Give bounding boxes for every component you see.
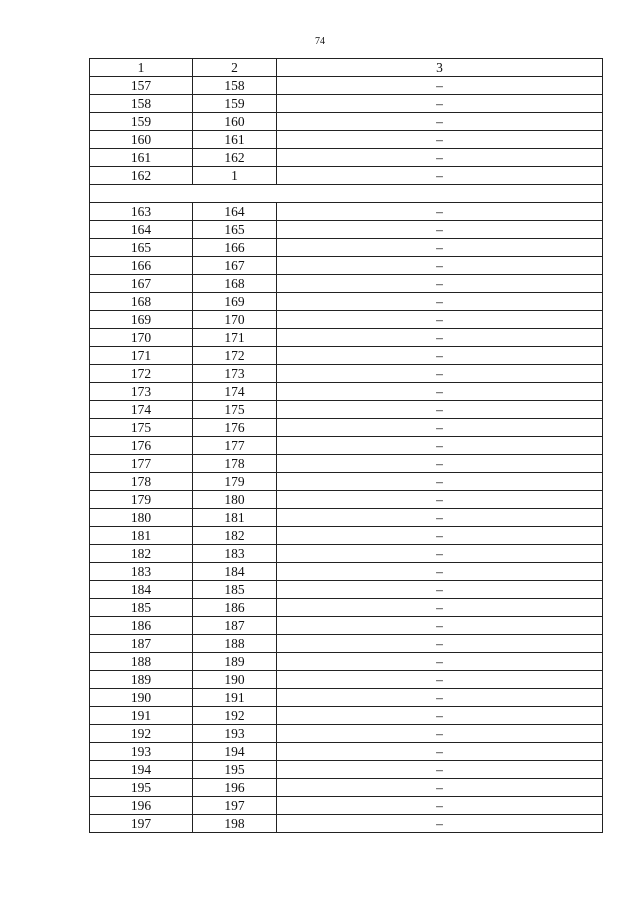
- table-row: [90, 509, 603, 527]
- column-header-1: 1: [90, 59, 193, 77]
- table-row: [90, 779, 603, 797]
- table-cell-col2: 196: [193, 779, 277, 797]
- table-cell-col2: 170: [193, 311, 277, 329]
- table-cell-col1: 167: [90, 275, 193, 293]
- table-cell-col1: 184: [90, 581, 193, 599]
- table-row: [90, 419, 603, 437]
- table-row: [90, 113, 603, 131]
- table-cell-col1: 159: [90, 113, 193, 131]
- table-cell-col1: 179: [90, 491, 193, 509]
- table-cell-col1: 160: [90, 131, 193, 149]
- table-cell-col1: 171: [90, 347, 193, 365]
- table-row: [90, 707, 603, 725]
- table-cell-col2: 167: [193, 257, 277, 275]
- table-cell-col2: 189: [193, 653, 277, 671]
- table-cell-col1: 157: [90, 77, 193, 95]
- table-cell-col3: –: [277, 581, 603, 599]
- table-row: [90, 401, 603, 419]
- table-row: [90, 365, 603, 383]
- table-cell-col3: –: [277, 383, 603, 401]
- data-table: [89, 58, 603, 833]
- table-row: [90, 635, 603, 653]
- column-header-3: 3: [277, 59, 603, 77]
- table-cell-col3: –: [277, 203, 603, 221]
- table-cell-col3: –: [277, 329, 603, 347]
- table-cell-col2: 193: [193, 725, 277, 743]
- column-header-2: 2: [193, 59, 277, 77]
- table-cell-col3: –: [277, 509, 603, 527]
- table-row: [90, 167, 603, 185]
- table-row: [90, 293, 603, 311]
- table-row: [90, 473, 603, 491]
- table-cell-col3: –: [277, 563, 603, 581]
- table-cell-col2: 198: [193, 815, 277, 833]
- table-cell-col1: 166: [90, 257, 193, 275]
- table-cell-col3: –: [277, 725, 603, 743]
- table-cell-col3: –: [277, 455, 603, 473]
- table-cell-col2: 175: [193, 401, 277, 419]
- table-cell-col3: –: [277, 653, 603, 671]
- table-row: [90, 311, 603, 329]
- table-cell-col2: 179: [193, 473, 277, 491]
- table-cell-col2: 176: [193, 419, 277, 437]
- table-row: [90, 491, 603, 509]
- table-cell-col2: 162: [193, 149, 277, 167]
- table-cell-col3: –: [277, 797, 603, 815]
- table-cell-col2: 168: [193, 275, 277, 293]
- table-row: [90, 455, 603, 473]
- table-cell-col1: 158: [90, 95, 193, 113]
- table-cell-col2: 172: [193, 347, 277, 365]
- table-row: [90, 815, 603, 833]
- table-row: [90, 329, 603, 347]
- table-cell-col2: 159: [193, 95, 277, 113]
- table-row: [90, 275, 603, 293]
- table-cell-col3: –: [277, 437, 603, 455]
- table-row: [90, 599, 603, 617]
- table-row: [90, 671, 603, 689]
- table-cell-col1: 190: [90, 689, 193, 707]
- table-row: [90, 527, 603, 545]
- table-cell-col3: –: [277, 311, 603, 329]
- table-row: [90, 545, 603, 563]
- table-cell-col3: –: [277, 401, 603, 419]
- table-cell-col1: 192: [90, 725, 193, 743]
- table-row: [90, 437, 603, 455]
- table-row: [90, 797, 603, 815]
- table-cell-col3: –: [277, 419, 603, 437]
- table-cell-col1: 185: [90, 599, 193, 617]
- table-cell-col1: 182: [90, 545, 193, 563]
- table-cell-col1: 161: [90, 149, 193, 167]
- table-cell-col3: –: [277, 743, 603, 761]
- table-cell-col1: 164: [90, 221, 193, 239]
- table-cell-col2: 183: [193, 545, 277, 563]
- table-row: [90, 725, 603, 743]
- table-cell-col2: 158: [193, 77, 277, 95]
- table-row: [90, 617, 603, 635]
- table-row: [90, 743, 603, 761]
- table-cell-col2: 197: [193, 797, 277, 815]
- table-cell-col2: 1: [193, 167, 277, 185]
- page-number: 74: [315, 36, 325, 47]
- table-cell-col3: –: [277, 761, 603, 779]
- table-cell-col3: –: [277, 635, 603, 653]
- table-cell-col1: 169: [90, 311, 193, 329]
- table-cell-col1: 170: [90, 329, 193, 347]
- table-cell-col1: 197: [90, 815, 193, 833]
- section-divider-row: [90, 185, 603, 203]
- table-cell-col3: –: [277, 167, 603, 185]
- table-row: [90, 347, 603, 365]
- table-cell-col2: 185: [193, 581, 277, 599]
- table-row: [90, 221, 603, 239]
- table-cell-col3: –: [277, 707, 603, 725]
- empty-cell: [90, 185, 603, 203]
- table-cell-col3: –: [277, 473, 603, 491]
- table-row: [90, 239, 603, 257]
- table-cell-col2: 180: [193, 491, 277, 509]
- table-cell-col2: 161: [193, 131, 277, 149]
- table-cell-col1: 180: [90, 509, 193, 527]
- table-cell-col3: –: [277, 527, 603, 545]
- table-cell-col2: 186: [193, 599, 277, 617]
- table-cell-col2: 173: [193, 365, 277, 383]
- table-cell-col1: 174: [90, 401, 193, 419]
- table-cell-col2: 188: [193, 635, 277, 653]
- table-row: [90, 383, 603, 401]
- table-row: [90, 149, 603, 167]
- table-cell-col1: 172: [90, 365, 193, 383]
- table-cell-col2: 182: [193, 527, 277, 545]
- table-cell-col1: 176: [90, 437, 193, 455]
- table-cell-col2: 169: [193, 293, 277, 311]
- table-cell-col3: –: [277, 221, 603, 239]
- table-cell-col1: 178: [90, 473, 193, 491]
- table-cell-col2: 178: [193, 455, 277, 473]
- table-cell-col1: 191: [90, 707, 193, 725]
- table-cell-col1: 177: [90, 455, 193, 473]
- table-cell-col3: –: [277, 239, 603, 257]
- table-cell-col2: 195: [193, 761, 277, 779]
- table-cell-col3: –: [277, 347, 603, 365]
- table-row: [90, 563, 603, 581]
- table-cell-col1: 187: [90, 635, 193, 653]
- table-cell-col3: –: [277, 95, 603, 113]
- table-cell-col3: –: [277, 599, 603, 617]
- table-cell-col2: 187: [193, 617, 277, 635]
- table-cell-col3: –: [277, 671, 603, 689]
- table-cell-col1: 188: [90, 653, 193, 671]
- table-cell-col2: 190: [193, 671, 277, 689]
- table-row: [90, 257, 603, 275]
- table-cell-col1: 194: [90, 761, 193, 779]
- table-cell-col2: 194: [193, 743, 277, 761]
- table-cell-col1: 183: [90, 563, 193, 581]
- table-header: [90, 59, 603, 77]
- table-body: [90, 77, 603, 833]
- table-cell-col1: 196: [90, 797, 193, 815]
- table-cell-col2: 166: [193, 239, 277, 257]
- table-cell-col1: 189: [90, 671, 193, 689]
- header-row: [90, 59, 603, 77]
- table-cell-col2: 164: [193, 203, 277, 221]
- table-cell-col3: –: [277, 545, 603, 563]
- table-cell-col1: 165: [90, 239, 193, 257]
- table-cell-col3: –: [277, 257, 603, 275]
- table-cell-col1: 193: [90, 743, 193, 761]
- table-cell-col2: 165: [193, 221, 277, 239]
- table-row: [90, 131, 603, 149]
- table-cell-col3: –: [277, 779, 603, 797]
- table-cell-col1: 186: [90, 617, 193, 635]
- table-cell-col1: 175: [90, 419, 193, 437]
- table-cell-col2: 160: [193, 113, 277, 131]
- table-cell-col1: 173: [90, 383, 193, 401]
- table-cell-col3: –: [277, 113, 603, 131]
- table-cell-col1: 163: [90, 203, 193, 221]
- table-cell-col3: –: [277, 491, 603, 509]
- table-cell-col1: 181: [90, 527, 193, 545]
- table-cell-col1: 162: [90, 167, 193, 185]
- table-row: [90, 77, 603, 95]
- table-cell-col2: 174: [193, 383, 277, 401]
- table-cell-col3: –: [277, 293, 603, 311]
- table-row: [90, 203, 603, 221]
- table-cell-col1: 168: [90, 293, 193, 311]
- table-cell-col3: –: [277, 617, 603, 635]
- table-cell-col2: 177: [193, 437, 277, 455]
- table-cell-col3: –: [277, 149, 603, 167]
- table-cell-col3: –: [277, 815, 603, 833]
- table-cell-col3: –: [277, 275, 603, 293]
- table-cell-col2: 171: [193, 329, 277, 347]
- table-cell-col2: 181: [193, 509, 277, 527]
- table-cell-col2: 191: [193, 689, 277, 707]
- table-row: [90, 653, 603, 671]
- table-cell-col2: 184: [193, 563, 277, 581]
- table-cell-col3: –: [277, 77, 603, 95]
- table-cell-col3: –: [277, 365, 603, 383]
- table-row: [90, 761, 603, 779]
- table-cell-col2: 192: [193, 707, 277, 725]
- table-cell-col3: –: [277, 689, 603, 707]
- table-row: [90, 689, 603, 707]
- table-cell-col1: 195: [90, 779, 193, 797]
- table-cell-col3: –: [277, 131, 603, 149]
- table-row: [90, 95, 603, 113]
- table-row: [90, 581, 603, 599]
